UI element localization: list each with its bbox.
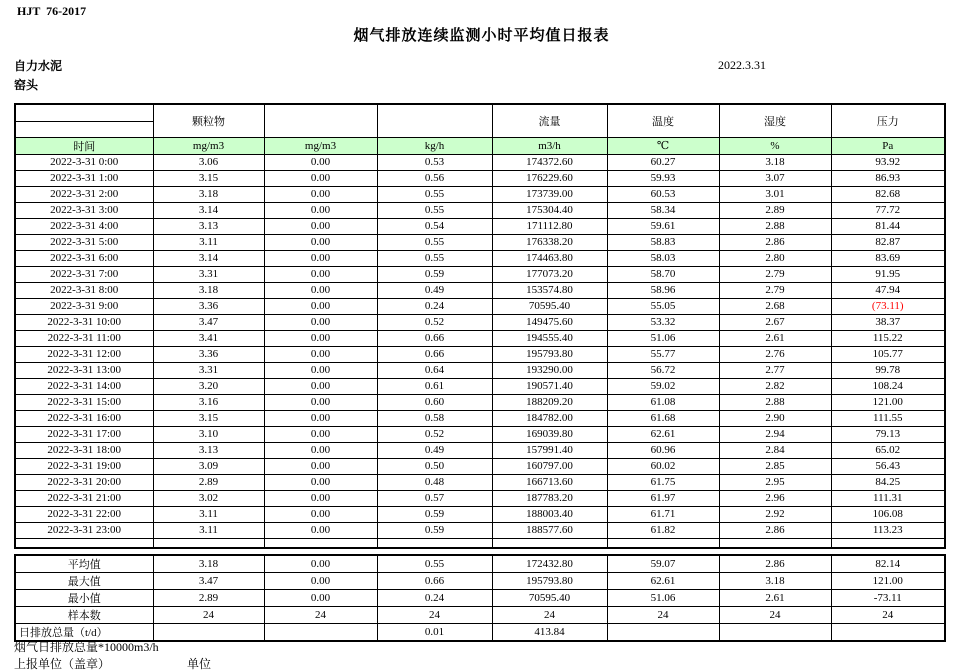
value-cell: 193290.00 [492,362,607,378]
hour-row [15,362,945,378]
value-cell: 82.68 [831,186,945,202]
header-empty-cell [15,104,153,121]
value-cell: 0.00 [264,410,377,426]
time-cell: 2022-3-31 7:00 [15,266,153,282]
value-cell: 111.55 [831,410,945,426]
value-cell: 177073.20 [492,266,607,282]
time-cell: 2022-3-31 20:00 [15,474,153,490]
value-cell: 0.57 [377,490,492,506]
hour-row [15,378,945,394]
time-cell: 2022-3-31 11:00 [15,330,153,346]
value-cell: 195793.80 [492,573,607,590]
time-cell: 2022-3-31 12:00 [15,346,153,362]
value-cell: 0.49 [377,282,492,298]
value-cell: 0.59 [377,266,492,282]
value-cell [153,624,264,642]
value-cell: 79.13 [831,426,945,442]
value-cell: 0.00 [264,458,377,474]
col-header-pressure: 压力 [831,104,945,137]
value-cell: 0.00 [264,170,377,186]
value-cell: 84.25 [831,474,945,490]
value-cell: 0.55 [377,555,492,573]
value-cell: 3.18 [719,573,831,590]
value-cell: 3.07 [719,170,831,186]
value-cell: 111.31 [831,490,945,506]
value-cell: 56.43 [831,458,945,474]
hour-row [15,458,945,474]
value-cell: 3.36 [153,346,264,362]
value-cell: 188003.40 [492,506,607,522]
value-cell: 0.00 [264,218,377,234]
value-cell: 86.93 [831,170,945,186]
value-cell: 55.05 [607,298,719,314]
hour-row [15,330,945,346]
value-cell: 2.89 [153,474,264,490]
hour-row [15,170,945,186]
value-cell: 82.87 [831,234,945,250]
value-cell: 172432.80 [492,555,607,573]
value-cell: 174372.60 [492,154,607,170]
hour-row [15,298,945,314]
value-cell: 106.08 [831,506,945,522]
value-cell: 115.22 [831,330,945,346]
value-cell: 60.53 [607,186,719,202]
value-cell: 2.94 [719,426,831,442]
value-cell: 157991.40 [492,442,607,458]
value-cell: 3.31 [153,362,264,378]
value-cell: 2.77 [719,362,831,378]
hour-row [15,522,945,538]
time-cell: 2022-3-31 18:00 [15,442,153,458]
value-cell: 3.11 [153,506,264,522]
value-cell: 0.61 [377,378,492,394]
value-cell: 176229.60 [492,170,607,186]
value-cell: 0.66 [377,346,492,362]
value-cell: 24 [153,607,264,624]
value-cell [264,624,377,642]
value-cell: 56.72 [607,362,719,378]
value-cell: 24 [831,607,945,624]
value-cell: 58.70 [607,266,719,282]
value-cell: 175304.40 [492,202,607,218]
value-cell: 0.00 [264,362,377,378]
value-cell: 190571.40 [492,378,607,394]
value-cell: 0.00 [264,266,377,282]
value-cell: 60.27 [607,154,719,170]
summary-row [15,607,945,624]
value-cell: 70595.40 [492,298,607,314]
hour-row [15,314,945,330]
data-rows [15,154,945,538]
company-name: 自力水泥 [14,59,63,73]
hour-row [15,266,945,282]
value-cell: 3.18 [153,282,264,298]
value-cell: 0.59 [377,506,492,522]
value-cell: 108.24 [831,378,945,394]
summary-label: 平均值 [15,555,153,573]
value-cell: 0.66 [377,330,492,346]
value-cell: 2.61 [719,590,831,607]
value-cell: 38.37 [831,314,945,330]
value-cell: 0.64 [377,362,492,378]
value-cell: 413.84 [492,624,607,642]
blank-row [15,538,945,548]
unit-cell: mg/m3 [153,137,264,154]
value-cell: 81.44 [831,218,945,234]
value-cell: 0.00 [264,474,377,490]
time-cell: 2022-3-31 0:00 [15,154,153,170]
summary-label: 样本数 [15,607,153,624]
time-cell: 2022-3-31 9:00 [15,298,153,314]
value-cell: 51.06 [607,330,719,346]
value-cell: 58.83 [607,234,719,250]
hour-row [15,282,945,298]
value-cell: 0.00 [264,202,377,218]
value-cell: 0.00 [264,298,377,314]
value-cell: 2.79 [719,282,831,298]
value-cell [831,624,945,642]
unit-cell: mg/m3 [264,137,377,154]
value-cell: 171112.80 [492,218,607,234]
value-cell: 2.61 [719,330,831,346]
time-cell: 2022-3-31 13:00 [15,362,153,378]
value-cell: 61.68 [607,410,719,426]
unit-cell: % [719,137,831,154]
value-cell: 3.31 [153,266,264,282]
value-cell: 2.79 [719,266,831,282]
time-cell: 2022-3-31 6:00 [15,250,153,266]
value-cell [719,624,831,642]
value-cell: 59.07 [607,555,719,573]
value-cell: 3.02 [153,490,264,506]
col-header-humidity: 湿度 [719,104,831,137]
value-cell: 0.59 [377,522,492,538]
value-cell: 0.50 [377,458,492,474]
value-cell: 0.49 [377,442,492,458]
header-empty-cell [15,121,153,137]
hour-row [15,394,945,410]
value-cell: 194555.40 [492,330,607,346]
value-cell: 0.00 [264,555,377,573]
value-cell: 3.13 [153,442,264,458]
value-cell: 2.67 [719,314,831,330]
value-cell: 2.88 [719,394,831,410]
time-cell: 2022-3-31 21:00 [15,490,153,506]
value-cell: (73.11) [831,298,945,314]
value-cell: 51.06 [607,590,719,607]
value-cell: 174463.80 [492,250,607,266]
value-cell: 0.00 [264,282,377,298]
value-cell: 121.00 [831,573,945,590]
col-header-particulate: 颗粒物 [153,104,264,137]
value-cell: 2.89 [153,590,264,607]
time-cell: 2022-3-31 10:00 [15,314,153,330]
time-cell: 2022-3-31 8:00 [15,282,153,298]
value-cell: 0.00 [264,234,377,250]
value-cell: 58.03 [607,250,719,266]
value-cell: 60.02 [607,458,719,474]
value-cell: 24 [377,607,492,624]
value-cell: 24 [264,607,377,624]
value-cell: 166713.60 [492,474,607,490]
value-cell: 2.90 [719,410,831,426]
value-cell: 0.00 [264,346,377,362]
value-cell: 0.00 [264,522,377,538]
value-cell: 77.72 [831,202,945,218]
value-cell: 61.75 [607,474,719,490]
value-cell: 0.52 [377,314,492,330]
summary-label: 最小值 [15,590,153,607]
col-header-temperature: 温度 [607,104,719,137]
summary-rows [15,555,945,641]
hour-row [15,490,945,506]
value-cell [607,624,719,642]
value-cell: 0.56 [377,170,492,186]
value-cell: 3.15 [153,410,264,426]
time-cell: 2022-3-31 15:00 [15,394,153,410]
time-cell: 2022-3-31 19:00 [15,458,153,474]
unit-cell: kg/h [377,137,492,154]
value-cell: 3.41 [153,330,264,346]
hour-row [15,218,945,234]
value-cell: 2.82 [719,378,831,394]
unit-cell: Pa [831,137,945,154]
value-cell: 2.89 [719,202,831,218]
value-cell: 0.52 [377,426,492,442]
value-cell: 153574.80 [492,282,607,298]
monitoring-table [14,103,946,549]
value-cell: 0.00 [264,590,377,607]
value-cell: 0.00 [264,186,377,202]
value-cell: 99.78 [831,362,945,378]
value-cell: 2.92 [719,506,831,522]
value-cell: 0.54 [377,218,492,234]
value-cell: 3.06 [153,154,264,170]
value-cell: 2.80 [719,250,831,266]
report-unit-label: 上报单位（盖章） [14,657,111,671]
value-cell: 59.93 [607,170,719,186]
time-cell: 2022-3-31 1:00 [15,170,153,186]
time-cell: 2022-3-31 3:00 [15,202,153,218]
value-cell: 58.34 [607,202,719,218]
value-cell: 2.86 [719,234,831,250]
value-cell: 59.61 [607,218,719,234]
value-cell: 2.88 [719,218,831,234]
value-cell: 61.71 [607,506,719,522]
unit-cell: ℃ [607,137,719,154]
hour-row [15,234,945,250]
value-cell: 65.02 [831,442,945,458]
col-header-blank-1 [264,104,377,137]
standard-number: HJT 76-2017 [17,4,87,18]
value-cell: 24 [719,607,831,624]
value-cell: 113.23 [831,522,945,538]
value-cell: 0.48 [377,474,492,490]
unit-cell: m3/h [492,137,607,154]
monitor-location: 窑头 [14,78,39,92]
value-cell: 149475.60 [492,314,607,330]
value-cell: 3.47 [153,314,264,330]
value-cell: 0.66 [377,573,492,590]
value-cell: 0.24 [377,298,492,314]
value-cell: 3.10 [153,426,264,442]
value-cell: 60.96 [607,442,719,458]
value-cell: 3.20 [153,378,264,394]
value-cell: 176338.20 [492,234,607,250]
value-cell: 3.18 [153,555,264,573]
value-cell: 62.61 [607,573,719,590]
value-cell: 24 [607,607,719,624]
report-date: 2022.3.31 [718,58,766,72]
value-cell: 3.09 [153,458,264,474]
value-cell: 195793.80 [492,346,607,362]
hour-row [15,250,945,266]
time-cell: 2022-3-31 22:00 [15,506,153,522]
value-cell: 0.55 [377,234,492,250]
value-cell: 70595.40 [492,590,607,607]
value-cell: 53.32 [607,314,719,330]
time-cell: 2022-3-31 17:00 [15,426,153,442]
value-cell: 3.14 [153,202,264,218]
hour-row [15,346,945,362]
value-cell: 3.13 [153,218,264,234]
value-cell: 93.92 [831,154,945,170]
summary-row [15,555,945,573]
value-cell: 83.69 [831,250,945,266]
time-cell: 2022-3-31 16:00 [15,410,153,426]
value-cell: 61.08 [607,394,719,410]
value-cell: 0.00 [264,330,377,346]
time-cell: 2022-3-31 2:00 [15,186,153,202]
summary-row [15,590,945,607]
value-cell: 61.82 [607,522,719,538]
value-cell: 169039.80 [492,426,607,442]
value-cell: 0.53 [377,154,492,170]
value-cell: 0.00 [264,314,377,330]
time-cell: 2022-3-31 14:00 [15,378,153,394]
col-header-blank-2 [377,104,492,137]
value-cell: 0.24 [377,590,492,607]
value-cell: 55.77 [607,346,719,362]
value-cell: 2.68 [719,298,831,314]
value-cell: 3.11 [153,234,264,250]
value-cell: 59.02 [607,378,719,394]
value-cell: 0.00 [264,394,377,410]
value-cell: 0.00 [264,154,377,170]
value-cell: 0.01 [377,624,492,642]
value-cell: 187783.20 [492,490,607,506]
value-cell: 82.14 [831,555,945,573]
value-cell: 2.85 [719,458,831,474]
summary-table [14,554,946,642]
time-cell: 2022-3-31 5:00 [15,234,153,250]
value-cell: 0.00 [264,573,377,590]
value-cell: 2.76 [719,346,831,362]
value-cell: 3.18 [153,186,264,202]
value-cell: 0.00 [264,426,377,442]
time-cell: 2022-3-31 4:00 [15,218,153,234]
unit-label: 单位 [187,657,212,671]
value-cell: 3.14 [153,250,264,266]
value-cell: 47.94 [831,282,945,298]
value-cell: -73.11 [831,590,945,607]
page-title: 烟气排放连续监测小时平均值日报表 [353,28,610,44]
summary-label: 最大值 [15,573,153,590]
hour-row [15,154,945,170]
value-cell: 3.36 [153,298,264,314]
value-cell: 2.95 [719,474,831,490]
value-cell: 121.00 [831,394,945,410]
value-cell: 188577.60 [492,522,607,538]
value-cell: 2.84 [719,442,831,458]
group-header-row [15,104,945,121]
value-cell: 105.77 [831,346,945,362]
hour-row [15,474,945,490]
summary-row [15,573,945,590]
col-header-flow: 流量 [492,104,607,137]
value-cell: 0.00 [264,442,377,458]
hour-row [15,442,945,458]
value-cell: 0.55 [377,202,492,218]
value-cell: 3.18 [719,154,831,170]
value-cell: 173739.00 [492,186,607,202]
daily-total-note: 烟气日排放总量*10000m3/h [14,640,159,654]
value-cell: 160797.00 [492,458,607,474]
hour-row [15,202,945,218]
value-cell: 62.61 [607,426,719,442]
value-cell: 0.55 [377,250,492,266]
summary-label: 日排放总量（t/d） [15,624,153,642]
value-cell: 3.15 [153,170,264,186]
value-cell: 58.96 [607,282,719,298]
value-cell: 188209.20 [492,394,607,410]
value-cell: 0.58 [377,410,492,426]
hour-row [15,506,945,522]
hour-row [15,426,945,442]
value-cell: 0.00 [264,490,377,506]
value-cell: 24 [492,607,607,624]
value-cell: 0.00 [264,506,377,522]
value-cell: 3.16 [153,394,264,410]
value-cell: 0.00 [264,378,377,394]
value-cell: 2.86 [719,522,831,538]
value-cell: 0.55 [377,186,492,202]
value-cell: 2.96 [719,490,831,506]
value-cell: 3.47 [153,573,264,590]
hour-row [15,410,945,426]
hour-row [15,186,945,202]
value-cell: 3.01 [719,186,831,202]
value-cell: 61.97 [607,490,719,506]
value-cell: 3.11 [153,522,264,538]
value-cell: 91.95 [831,266,945,282]
unit-row [15,137,945,154]
time-cell: 2022-3-31 23:00 [15,522,153,538]
time-column-header: 时间 [15,137,153,154]
value-cell: 0.00 [264,250,377,266]
value-cell: 0.60 [377,394,492,410]
value-cell: 2.86 [719,555,831,573]
value-cell: 184782.00 [492,410,607,426]
